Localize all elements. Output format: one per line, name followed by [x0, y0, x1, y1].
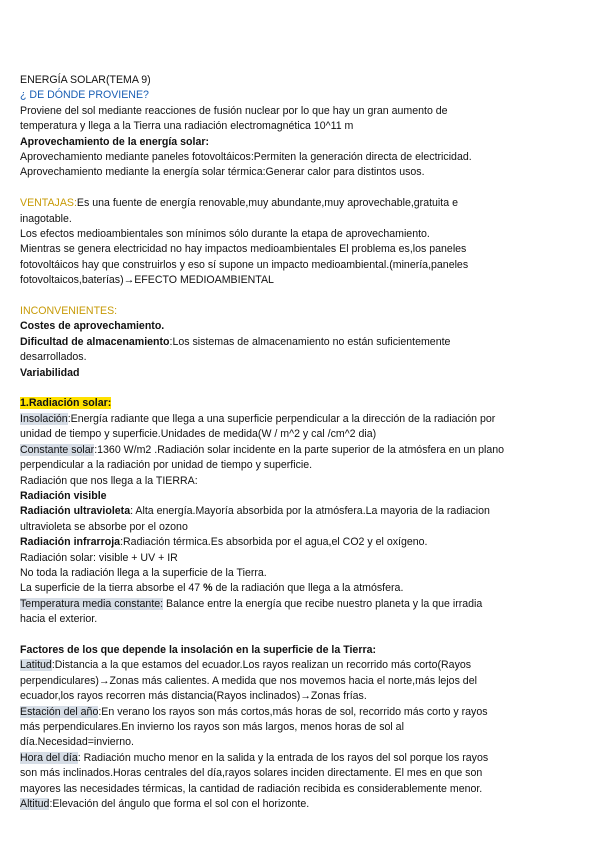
- drawback-cost: Costes de aprovechamiento.: [20, 320, 165, 333]
- advantages-line: fotovoltáicos hay que construirlos y eso sí supone un impacto medioambiental.(minería,paneles: [20, 258, 469, 271]
- spacer: [20, 628, 560, 643]
- season-line: día.Necesidad=invierno.: [20, 736, 134, 749]
- use-line: Aprovechamiento mediante paneles fotovoltáicos:Permiten la generación directa de electricidad.: [20, 151, 472, 164]
- use-line: Aprovechamiento mediante la energía solar térmica:Generar calor para distintos usos.: [20, 166, 425, 179]
- hour-line: mayores las necesidades térmicas, la cantidad de radiación recibida es considerablemente menor.: [20, 782, 483, 795]
- document-page: [20, 73, 560, 812]
- altitude-term: Altitud: [20, 798, 50, 811]
- temperature-definition: [20, 597, 560, 612]
- altitude-definition: [20, 797, 560, 812]
- temperature-text: Balance entre la energía que recibe nuestro planeta y la que irradia: [163, 597, 483, 610]
- altitude-text: :Elevación del ángulo que forma el sol con el horizonte.: [49, 798, 310, 811]
- reaching-line: Radiación que nos llega a la TIERRA:: [20, 474, 198, 487]
- origin-line: temperatura y llega a la Tierra una radiación electromagnética 10^11 m: [20, 120, 354, 133]
- visible-radiation: Radiación visible: [20, 489, 107, 502]
- use-heading: Aprovechamiento de la energía solar:: [20, 135, 209, 148]
- insolation-definition: [20, 412, 560, 427]
- season-line: más perpendiculares.En invierno los rayos son más largos, menos horas de sol al: [20, 721, 404, 733]
- drawbacks-label: INCONVENIENTES:: [20, 305, 118, 318]
- absorbs-pre: La superficie de la tierra absorbe el 47: [20, 582, 204, 595]
- advantages-paragraph: [20, 196, 560, 211]
- hour-definition: [20, 751, 560, 766]
- spacer: [20, 381, 560, 396]
- uv-line: ultravioleta se absorbe por el ozono: [20, 520, 188, 533]
- drawback-variability: Variabilidad: [20, 366, 80, 379]
- advantages-text: Es una fuente de energía renovable,muy abundante,muy aprovechable,gratuita e: [76, 197, 458, 210]
- document-title: ENERGÍA SOLAR(TEMA 9): [20, 74, 151, 86]
- origin-line: Proviene del sol mediante reacciones de fusión nuclear por lo que hay un gran aumento de: [20, 104, 448, 117]
- factors-heading: Factores de los que depende la insolación en la superficie de la Tierra:: [20, 643, 376, 656]
- uv-definition: [20, 504, 560, 519]
- latitude-line: perpendiculares)→Zonas más calientes. A medida que nos movemos hacia el norte,más lejos del: [20, 674, 477, 687]
- uv-text: : Alta energía.Mayoría absorbida por la atmósfera.La mayoria de la radiacion: [130, 505, 490, 518]
- advantages-line: inagotable.: [20, 212, 72, 225]
- radiation-heading: 1.Radiación solar:: [20, 397, 112, 410]
- constant-term: Constante solar: [20, 443, 95, 456]
- advantages-label: VENTAJAS:: [20, 197, 77, 210]
- latitude-definition: [20, 658, 560, 673]
- ir-definition: [20, 535, 560, 550]
- drawback-storage-line: desarrollados.: [20, 351, 87, 364]
- insolation-term: Insolación: [20, 412, 68, 425]
- season-definition: [20, 705, 560, 720]
- drawback-storage: [20, 335, 560, 350]
- advantages-line: fotovoltaicos,baterías)→EFECTO MEDIOAMBIENTAL: [20, 274, 274, 287]
- ir-text: :Radiación térmica.Es absorbida por el agua,el CO2 y el oxígeno.: [120, 536, 428, 549]
- radiation-sum: Radiación solar: visible + UV + IR: [20, 551, 178, 564]
- constant-line: perpendicular a la radiación por unidad de tiempo y superficie.: [20, 459, 313, 472]
- hour-text: : Radiación mucho menor en la salida y la entrada de los rayos del sol porque los rayos: [77, 751, 489, 764]
- latitude-text: :Distancia a la que estamos del ecuador.Los rayos realizan un recorrido más corto(Rayos: [51, 659, 472, 672]
- advantages-line: Mientras se genera electricidad no hay impactos medioambientales El problema es,los paneles: [20, 243, 467, 256]
- temperature-line: hacia el exterior.: [20, 613, 98, 626]
- not-all-line: No toda la radiación llega a la superficie de la Tierra.: [20, 566, 267, 579]
- constant-definition: [20, 443, 560, 458]
- temperature-term: Temperatura media constante:: [20, 597, 164, 610]
- absorbs-post: de la radiación que llega a la atmósfera.: [212, 582, 404, 595]
- season-term: Estación del año: [20, 705, 99, 718]
- hour-line: son más inclinados.Horas centrales del día,rayos solares inciden directamente. El mes en que son: [20, 767, 483, 780]
- hour-term: Hora del día: [20, 751, 78, 764]
- ir-term: Radiación infrarroja: [20, 536, 121, 549]
- uv-term: Radiación ultravioleta: [20, 505, 131, 518]
- season-text: :En verano los rayos son más cortos,más horas de sol, recorrido más corto y rayos: [98, 705, 488, 718]
- absorbs-percent: %: [203, 582, 213, 595]
- constant-text: :1360 W/m2 .Radiación solar incidente en la parte superior de la atmósfera en un plano: [94, 443, 505, 456]
- insolation-text: :Energía radiante que llega a una superficie perpendicular a la dirección de la radiación por: [67, 412, 496, 425]
- latitude-term: Latitud: [20, 659, 52, 672]
- spacer: [20, 181, 560, 196]
- advantages-line: Los efectos medioambientales son mínimos sólo durante la etapa de aprovechamiento.: [20, 228, 430, 241]
- drawback-storage-text: :Los sistemas de almacenamiento no están suficientemente: [169, 335, 451, 348]
- absorbs-line: [20, 581, 560, 596]
- insolation-line: unidad de tiempo y superficie.Unidades de medida(W / m^2 y cal /cm^2 dia): [20, 428, 377, 441]
- origin-heading: ¿ DE DÓNDE PROVIENE?: [20, 89, 149, 102]
- latitude-line: ecuador,los rayos recorren más distancia(Rayos inclinados)→Zonas frías.: [20, 690, 367, 703]
- spacer: [20, 289, 560, 304]
- drawback-storage-term: Dificultad de almacenamiento: [20, 335, 170, 348]
- radiation-heading-row: [20, 396, 560, 411]
